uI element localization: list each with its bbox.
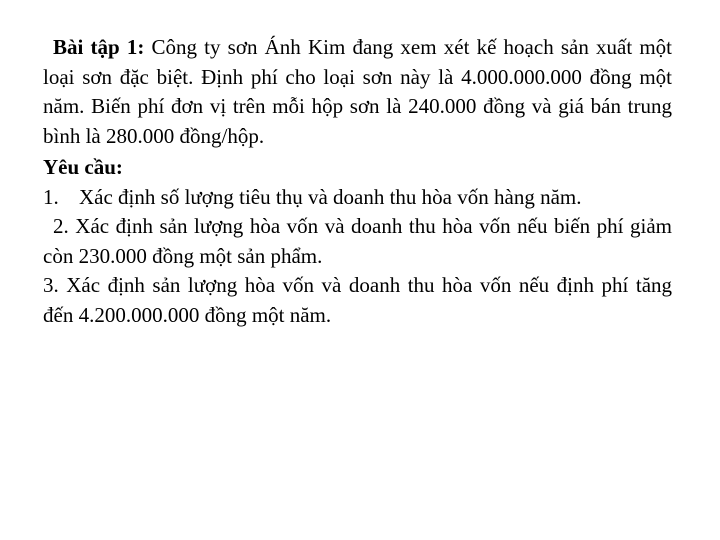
exercise-statement: Công ty sơn Ánh Kim đang xem xét kế hoạch sản xuất một loại sơn đặc biệt. Định phí cho loại sơn này là 4.000.000.000 đồng một năm. Biến phí đơn vị trên mỗi hộp sơn là 240.000 đồng và giá bán trung bình là 280.000 đồng/hộp. (43, 35, 673, 148)
requirement-text: Xác định sản lượng hòa vốn và doanh thu hòa vốn nếu biến phí giảm còn 230.000 đồng một sản phẩm. (43, 214, 673, 268)
requirement-number: 1. (43, 184, 59, 209)
requirement-item-2 (43, 212, 672, 271)
exercise-paragraph (43, 33, 672, 151)
requirement-number: 3. (43, 273, 59, 297)
requirement-item-3 (43, 271, 672, 330)
slide-content (43, 33, 672, 330)
requirement-item-1 (43, 183, 672, 213)
requirement-text: Xác định số lượng tiêu thụ và doanh thu hòa vốn hàng năm. (79, 184, 582, 209)
requirement-text: Xác định sản lượng hòa vốn và doanh thu hòa vốn nếu định phí tăng đến 4.200.000.000 đồng một năm. (43, 273, 673, 327)
requirement-number: 2. (53, 214, 69, 238)
exercise-title: Bài tập 1: (53, 35, 145, 59)
requirements-heading: Yêu cầu: (43, 155, 123, 179)
